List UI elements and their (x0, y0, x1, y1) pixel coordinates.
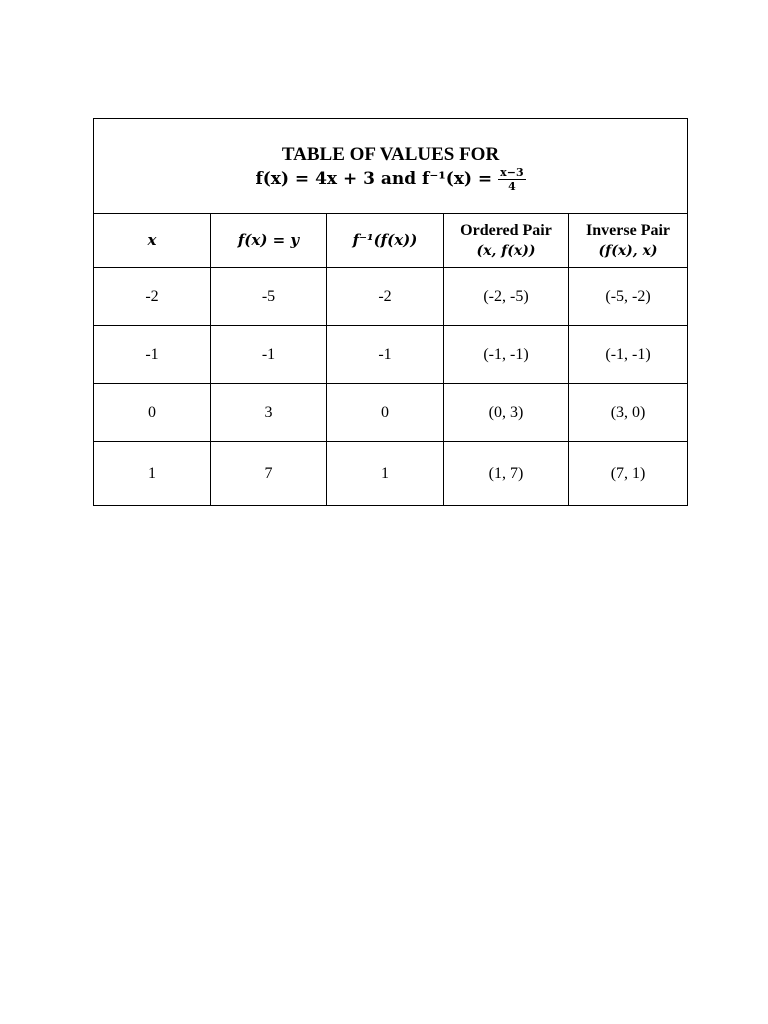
table-row (94, 384, 688, 442)
cell-fx: -5 (211, 268, 327, 326)
cell-x: 0 (94, 384, 211, 442)
cell-finv: 0 (327, 384, 444, 442)
fraction-denominator: 4 (508, 179, 516, 193)
formula-text: f(x) = 4x + 3 and f⁻¹(x) = (255, 169, 493, 189)
fraction-numerator: x−3 (500, 165, 524, 179)
title-row (94, 119, 688, 214)
header-ordered-sub: (x, f(x)) (476, 242, 536, 259)
cell-x: -2 (94, 268, 211, 326)
cell-ordered-pair: (-1, -1) (444, 326, 569, 384)
header-fx (211, 214, 327, 268)
cell-finv: -2 (327, 268, 444, 326)
header-finv (327, 214, 444, 268)
table-row (94, 268, 688, 326)
header-inverse-pair (569, 214, 688, 268)
cell-finv: -1 (327, 326, 444, 384)
cell-inverse-pair: (-1, -1) (569, 326, 688, 384)
header-ordered-label: Ordered Pair (460, 221, 552, 239)
cell-inverse-pair: (3, 0) (569, 384, 688, 442)
inverse-fraction (498, 166, 525, 193)
header-x-label: x (147, 231, 157, 249)
header-finv-label: f⁻¹(f(x)) (352, 231, 418, 249)
header-inverse-sub: (f(x), x) (598, 242, 658, 259)
table-row (94, 326, 688, 384)
cell-ordered-pair: (1, 7) (444, 442, 569, 506)
cell-finv: 1 (327, 442, 444, 506)
header-ordered-pair (444, 214, 569, 268)
title-cell (94, 119, 688, 214)
cell-ordered-pair: (0, 3) (444, 384, 569, 442)
cell-inverse-pair: (-5, -2) (569, 268, 688, 326)
cell-x: -1 (94, 326, 211, 384)
cell-fx: -1 (211, 326, 327, 384)
table-of-values (93, 118, 688, 506)
cell-inverse-pair: (7, 1) (569, 442, 688, 506)
function-definitions (94, 166, 687, 193)
cell-fx: 3 (211, 384, 327, 442)
header-row (94, 214, 688, 268)
table-title: TABLE OF VALUES FOR (281, 143, 500, 165)
table-row (94, 442, 688, 506)
cell-ordered-pair: (-2, -5) (444, 268, 569, 326)
cell-x: 1 (94, 442, 211, 506)
cell-fx: 7 (211, 442, 327, 506)
header-inverse-label: Inverse Pair (586, 221, 671, 239)
header-x (94, 214, 211, 268)
header-fx-label: f(x) = y (237, 231, 300, 249)
